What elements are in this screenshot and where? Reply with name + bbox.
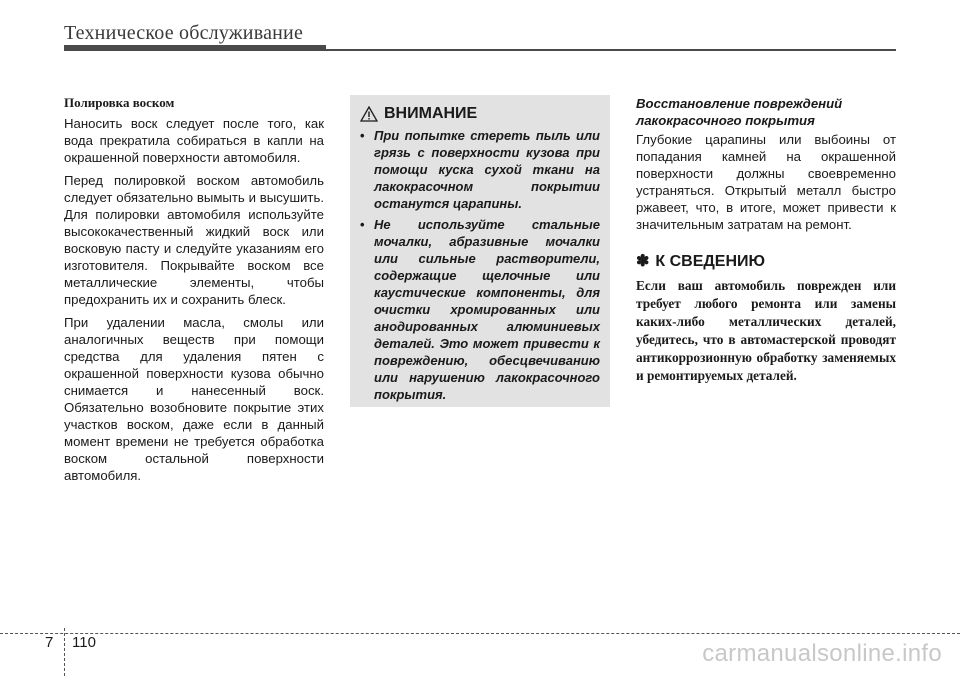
info-title: К СВЕДЕНИЮ xyxy=(655,253,766,270)
warning-title: ВНИМАНИЕ xyxy=(384,105,478,122)
info-header xyxy=(636,253,896,271)
waxing-paragraph-3: При удалении масла, смолы или аналогичных веществ при помощи средства для удаления пятен с окрашенной поверхности кузова обычно снимается и нанесенный воск. Обязательно возобновите покрытие этих участков воском, даже если в данный момент времени не требуется обработка воском остальной поверхности автомобиля. xyxy=(64,315,324,483)
warning-item-2 xyxy=(360,216,600,403)
info-paragraph: Если ваш автомобиль поврежден или требует любого ремонта или замены каких-либо металлических деталей, убедитесь, что в автомастерской проводят антикоррозионную обработку заменяемых и ремонтируемых деталей. xyxy=(636,278,896,383)
chapter-number: 7 xyxy=(45,634,54,651)
warning-item-text: Не используйте стальные мочалки, абразивные мочалки или сильные растворители, содержащие щелочные или каустические компоненты, для очистки хромированных или анодированных алюминиевых деталей. Это может привести к повреждению, обесцвечиванию или нарушению лакокрасочного покрытия. xyxy=(374,217,600,402)
page-title: Техническое обслуживание xyxy=(64,22,304,44)
column-waxing xyxy=(64,95,324,490)
warning-item-1 xyxy=(360,127,600,212)
page-number: 110 xyxy=(72,634,96,651)
column-repair xyxy=(636,95,896,385)
repair-subtitle: Восстановление повреждений лакокрасочного покрытия xyxy=(636,96,843,128)
bullet-marker: • xyxy=(360,217,365,232)
column-warning xyxy=(350,95,610,407)
warning-header xyxy=(360,105,600,123)
section-title-waxing: Полировка воском xyxy=(64,95,175,110)
warning-list xyxy=(360,127,600,403)
warning-box xyxy=(350,95,610,407)
header-rule-thick xyxy=(64,45,326,51)
asterisk-info-icon: ✽ xyxy=(636,253,650,270)
watermark: carmanualsonline.info xyxy=(702,640,942,667)
repair-paragraph: Глубокие царапины или выбоины от попадания камней на окрашенной поверхности должны своевременно устраняться. Открытый металл быстро ржавеет, что, в итоге, может привести к значительным затратам на ремонт. xyxy=(636,132,896,232)
warning-item-text: При попытке стереть пыль или грязь с поверхности кузова при помощи куска сухой ткани на лакокрасочном покрытии останутся царапины. xyxy=(374,128,600,211)
waxing-paragraph-2: Перед полировкой воском автомобиль следует обязательно вымыть и высушить. Для полировки автомобиля используйте высококачественный жидкий воск или восковую пасту и следуйте указаниям его изготовителя. Покрывайте воском все металлические элементы, чтобы предохранить их и сохранить блеск. xyxy=(64,173,324,307)
footer-divider xyxy=(64,628,65,676)
footer-rule xyxy=(0,633,960,634)
bullet-marker: • xyxy=(360,128,365,143)
waxing-paragraph-1: Наносить воск следует после того, как вода прекратила собираться в капли на окрашенной поверхности автомобиля. xyxy=(64,116,324,165)
header-rule-thin xyxy=(326,49,896,51)
warning-triangle-icon xyxy=(360,106,378,122)
